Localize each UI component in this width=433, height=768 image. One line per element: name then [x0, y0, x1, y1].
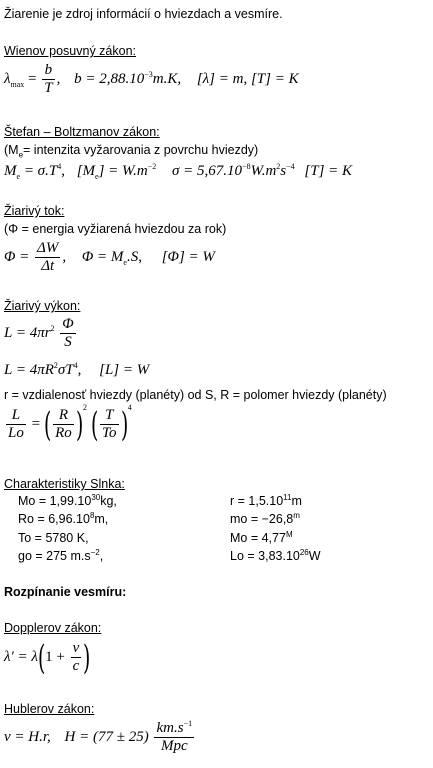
sun-value-tail: m: [291, 494, 302, 508]
hubble-formula: [4, 720, 196, 755]
b-unit: m.K: [152, 70, 178, 87]
wien-numerator: b: [42, 62, 54, 80]
right-paren-2: ): [120, 404, 128, 445]
hubble-numerator: [154, 720, 194, 738]
doppler-lhs: λ′ = λ: [4, 648, 38, 665]
hubble-heading: Hublerov zákon:: [4, 702, 95, 716]
sun-value-tail: kg,: [100, 494, 117, 508]
sun-value: [18, 493, 117, 509]
flux-formula: Φ = $\frac{\Delta W}{\Delta t}$ , $\Phi = M_e.S$, [Φ] = W: [4, 240, 215, 274]
wien-units: [λ] = m, [T] = K: [196, 70, 299, 87]
doppler-numerator: v: [72, 640, 80, 656]
ratio-denominator: Lo: [8, 425, 24, 441]
stefan-formula: $M_e = \sigma.T^4$, $[M_e] = W.m^{-2}$ $\sigma = 5,67.10^{-8}W.m^2s^{-4}$ [T] = K: [4, 162, 353, 181]
sun-value-exp: −2: [90, 547, 100, 557]
sun-value-tail: W: [308, 549, 321, 563]
sun-value: [18, 530, 89, 546]
power-eq2-exp1: 2: [53, 361, 58, 370]
power-denominator: S: [64, 334, 72, 350]
sigma-value: σ = 5,67.10: [172, 163, 243, 179]
sun-value-base: mo = −26,8: [230, 512, 294, 526]
doppler-left-paren: (: [37, 637, 46, 678]
doppler-fraction: [71, 640, 82, 675]
sun-value-exp: 30: [91, 492, 101, 502]
power-eq1-lhs: L = 4πr: [4, 324, 51, 341]
sun-value-base: Mo = 4,77: [230, 531, 286, 545]
me-units: [77, 163, 157, 179]
t-numerator: T: [100, 407, 118, 425]
r-fraction: [53, 407, 74, 442]
luminosity-ratio: $\frac{L}{Lo}$ = ( $\frac{R}{Ro}$ )$^2$ ( $\frac{T}{To}$ )$^4$: [8, 402, 132, 445]
right-paren: ): [75, 404, 84, 445]
sun-value: [230, 511, 300, 527]
me-symbol: M: [4, 163, 17, 179]
sun-value: [230, 493, 302, 509]
left-paren: (: [43, 404, 52, 445]
power-formula-1: [4, 316, 78, 351]
sigma-unit-exp1: 2: [276, 162, 281, 171]
power-description: r = vzdialenosť hviezdy (planéty) od S, R = polomer hviezdy (planéty): [4, 388, 387, 402]
sun-value-exp: 8: [89, 510, 95, 520]
hubble-fraction: [154, 720, 194, 755]
r-denominator: Ro: [55, 425, 72, 441]
r-numerator: R: [53, 407, 74, 425]
sun-value-tail: ,: [99, 549, 104, 563]
power-eq2-lhs: L = 4πR: [4, 362, 54, 378]
flux-heading: Žiarivý tok:: [4, 204, 65, 218]
hubble-denominator: Mpc: [160, 738, 188, 754]
doppler-heading: Dopplerov zákon:: [4, 621, 102, 635]
ratio-fraction: [6, 407, 26, 442]
desc-part: (M: [4, 143, 19, 157]
sun-value: [230, 548, 321, 564]
sun-value-base: Mo = 1,99.10: [18, 494, 92, 508]
left-paren-2: (: [90, 404, 99, 445]
flux-units: [Φ] = W: [161, 248, 215, 265]
doppler-right-paren: ): [83, 637, 91, 678]
power-numerator: Φ: [62, 316, 74, 332]
doppler-one-plus: 1 +: [45, 648, 65, 665]
wien-heading: Wienov posuvný zákon:: [4, 44, 137, 58]
sun-value-exp: M: [285, 529, 293, 539]
t-fraction: [100, 407, 118, 442]
wien-b-constant: $b = 2,88.10^{-3}m.K$,: [74, 69, 182, 87]
b-value: b = 2,88.10: [74, 70, 145, 87]
unit-exponent: −2: [147, 162, 157, 171]
flux-eq2-sub: e: [123, 257, 127, 267]
t-exponent-4: 4: [127, 402, 132, 412]
flux-description: (Φ = energia vyžiarená hviezdou za rok): [4, 222, 227, 236]
sun-value-base: r = 1,5.10: [230, 494, 284, 508]
sun-value-base: To = 5780 K,: [18, 531, 89, 545]
hubble-num-exp: −1: [183, 719, 193, 728]
power-units: [L] = W: [99, 362, 150, 378]
unit-subscript: e: [95, 172, 99, 181]
power-fraction: [60, 316, 75, 351]
sun-value-exp: m: [293, 510, 300, 520]
sun-value: [18, 548, 103, 564]
me-rhs: = σ.T: [20, 163, 58, 179]
flux-eq2-a: Φ = M: [81, 248, 124, 265]
equals-sign: =: [28, 70, 37, 87]
expansion-heading: Rozpínanie vesmíru:: [4, 585, 127, 599]
sun-heading: Charakteristiky Slnka:: [4, 477, 125, 491]
sun-value-base: go = 275 m.s: [18, 549, 91, 563]
power-heading: Žiarivý výkon:: [4, 299, 81, 313]
desc-text: = intenzita vyžarovania z povrchu hviezdy): [23, 143, 259, 157]
sigma-unit-s: s: [280, 163, 287, 179]
power-eq2-mid: σT: [57, 362, 74, 378]
hubble-eq2: H = (77 ± 25): [64, 728, 149, 745]
page-title: Žiarenie je zdroj informácií o hviezdach a vesmíre.: [4, 7, 283, 21]
sun-value: [18, 511, 108, 527]
wien-fraction: [42, 62, 54, 97]
max-subscript: max: [10, 79, 25, 89]
flux-numerator: ΔW: [37, 240, 59, 256]
hubble-eq1: v = H.r,: [4, 728, 51, 745]
t-denominator: To: [102, 425, 117, 441]
sigma-unit: W.m: [250, 163, 277, 179]
sun-value-exp: 26: [299, 547, 309, 557]
flux-eq2: [82, 249, 142, 265]
doppler-denominator: c: [72, 658, 80, 674]
desc-subscript: e: [18, 150, 24, 160]
wien-formula: $\lambda_{max}$ = $\frac{b}{T}$ , $b = 2,88.10^{-3}m.K$, [λ] = m, [T] = K: [4, 62, 299, 96]
sigma-exponent: −8: [242, 162, 251, 171]
sigma-unit-exp2: −4: [286, 162, 295, 171]
power-eq2-exp2: 4: [73, 361, 78, 370]
ratio-numerator: L: [6, 407, 26, 425]
sun-value: [230, 530, 293, 546]
wien-denominator: T: [44, 80, 53, 96]
r-exponent: 2: [83, 402, 88, 412]
sun-value-tail: m,: [94, 512, 109, 526]
flux-eq2-b: .S,: [126, 248, 142, 265]
sun-value-exp: 11: [283, 492, 292, 502]
doppler-formula: [4, 637, 91, 678]
unit-part: [M: [76, 163, 96, 179]
t-exponent: 4: [57, 162, 62, 171]
sigma-constant: [172, 163, 295, 179]
sun-value-base: Lo = 3,83.10: [230, 549, 300, 563]
t-units: [T] = K: [304, 163, 353, 179]
sun-value-base: Ro = 6,96.10: [18, 512, 90, 526]
lambda-symbol: λ: [4, 70, 11, 87]
unit-part-b: ] = W.m: [98, 163, 148, 179]
stefan-heading: Štefan – Boltzmanov zákon:: [4, 125, 160, 139]
power-formula-2: $L = 4\pi R^2\sigma T^4$, [L] = W: [4, 361, 150, 378]
flux-fraction: [35, 240, 60, 275]
flux-denominator: Δt: [41, 258, 55, 274]
hubble-num-text: km.s: [156, 720, 184, 736]
stefan-description: [4, 142, 258, 158]
me-subscript: e: [16, 172, 21, 181]
power-eq1-exp: 2: [50, 323, 55, 333]
phi-lhs: Φ =: [4, 248, 30, 265]
b-exponent: −3: [144, 69, 153, 79]
